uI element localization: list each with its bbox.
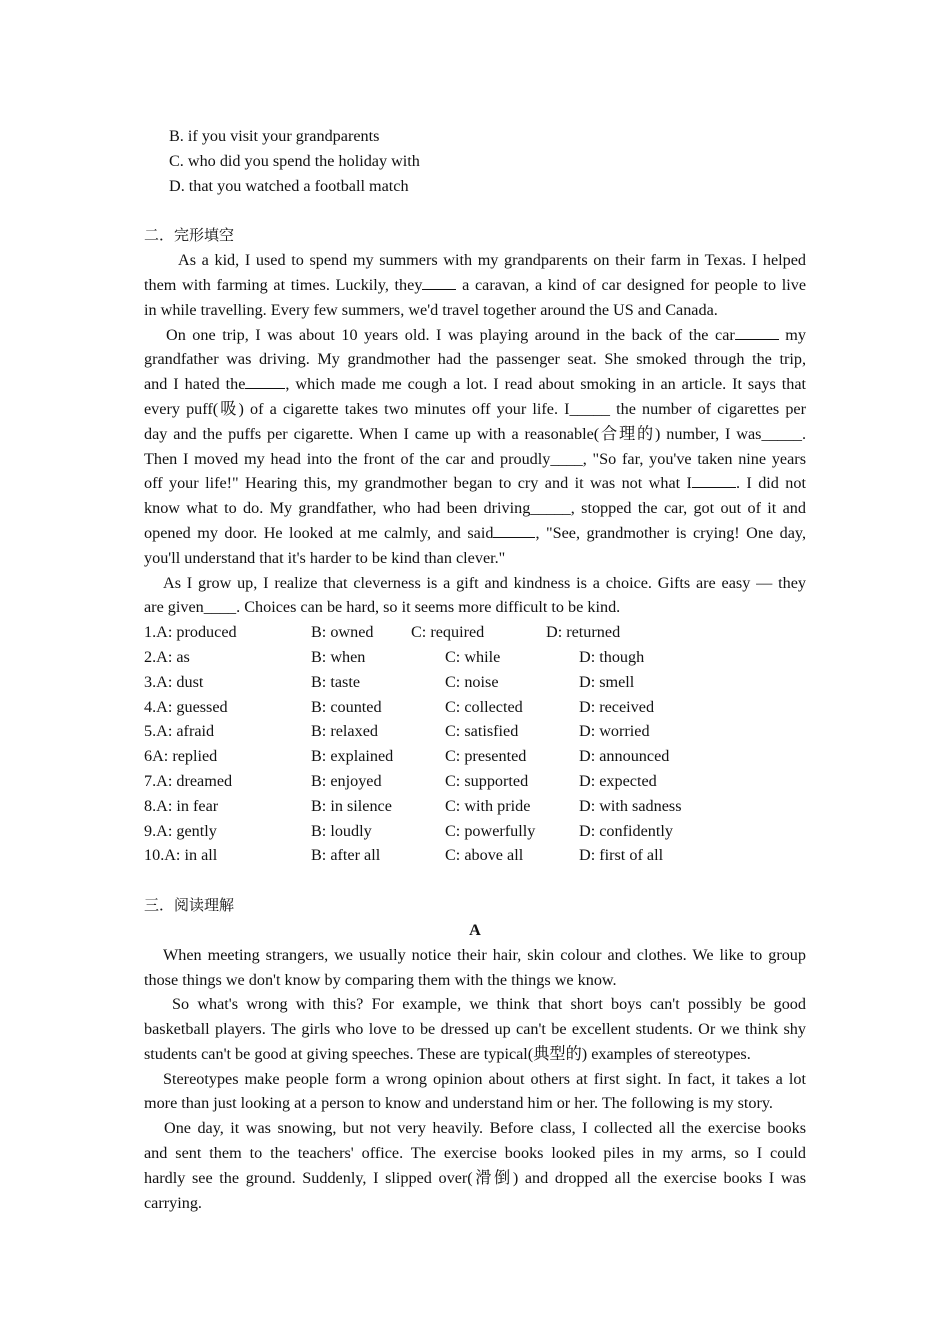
option-d: D. that you watched a football match xyxy=(169,176,409,195)
spacer xyxy=(144,198,806,223)
passage-line: you'll understand that it's harder to be kind than clever." xyxy=(144,548,506,567)
option-b[interactable]: B: relaxed xyxy=(311,722,378,741)
option-b[interactable]: B: after all xyxy=(311,846,381,865)
option-c: C. who did you spend the holiday with xyxy=(169,151,420,170)
passage-line: are given____. Choices can be hard, so it seems more difficult to be kind. xyxy=(144,598,621,617)
option-a[interactable]: 6A: replied xyxy=(144,747,218,766)
option-row-4 xyxy=(144,695,806,720)
option-row-9 xyxy=(144,819,806,844)
answer-blank-9[interactable] xyxy=(493,522,535,538)
option-d[interactable]: D: though xyxy=(579,647,645,666)
option-a[interactable]: 8.A: in fear xyxy=(144,796,219,815)
option-row-5 xyxy=(144,719,806,744)
option-b: B. if you visit your grandparents xyxy=(169,127,380,145)
previous-question-options xyxy=(144,124,806,198)
passage-line: more than just looking at a person to know and understand him or her. The following is my story. xyxy=(144,1094,773,1113)
passage-line: As I grow up, I realize that cleverness is a gift and kindness is a choice. Gifts are easy — they xyxy=(163,573,806,592)
document-page xyxy=(144,124,806,1215)
option-b[interactable]: B: when xyxy=(311,647,366,666)
option-c[interactable]: C: presented xyxy=(445,747,527,766)
option-a[interactable]: 4.A: guessed xyxy=(144,697,228,716)
passage-line: One day, it was snowing, but not very heavily. Before class, I collected all the exercise books xyxy=(164,1119,806,1138)
passage-line: and sent them to the teachers' office. The exercise books looked piles in my arms, so I could xyxy=(144,1144,806,1163)
passage-line: On one trip, I was about 10 years old. I was playing around in the back of the car my xyxy=(166,325,806,344)
answer-blank-1[interactable] xyxy=(422,274,456,290)
option-b[interactable]: B: loudly xyxy=(311,821,372,840)
passage-line: know what to do. My grandfather, who had been driving_____, stopped the car, got out of it and xyxy=(144,499,806,518)
reading-passage xyxy=(144,943,806,1216)
passage-line: opened my door. He looked at me calmly, and said , "See, grandmother is crying! One day, xyxy=(144,523,806,542)
option-d[interactable]: D: worried xyxy=(579,722,650,741)
option-a[interactable]: 7.A: dreamed xyxy=(144,771,233,790)
option-row-1 xyxy=(144,620,806,645)
passage-line: those things we don't know by comparing them with the things we know. xyxy=(144,970,617,989)
option-b[interactable]: B: enjoyed xyxy=(311,771,382,790)
cloze-options xyxy=(144,620,806,868)
cloze-passage xyxy=(144,248,806,620)
option-row-3 xyxy=(144,670,806,695)
passage-line: and I hated the , which made me cough a lot. I read about smoking in an article. It says that xyxy=(144,375,807,394)
passage-line: When meeting strangers, we usually notice their hair, skin colour and clothes. We like to group xyxy=(163,945,806,964)
passage-title: A xyxy=(469,920,481,939)
passage-line: hardly see the ground. Suddenly, I slipped over(滑倒) and dropped all the exercise books I was xyxy=(144,1168,806,1187)
section-heading-reading: 三．阅读理解 xyxy=(144,896,235,915)
option-c[interactable]: C: while xyxy=(445,647,501,666)
option-a[interactable]: 10.A: in all xyxy=(144,846,218,865)
option-c[interactable]: C: noise xyxy=(445,672,499,691)
option-a[interactable]: 9.A: gently xyxy=(144,821,217,840)
option-d[interactable]: D: returned xyxy=(546,623,621,642)
spacer xyxy=(144,868,806,893)
option-a[interactable]: 3.A: dust xyxy=(144,672,204,691)
option-d[interactable]: D: received xyxy=(579,697,655,716)
passage-line: As a kid, I used to spend my summers with my grandparents on their farm in Texas. I helped xyxy=(178,251,806,270)
option-b[interactable]: B: owned xyxy=(311,623,374,642)
option-c[interactable]: C: with pride xyxy=(445,796,531,815)
option-c[interactable]: C: satisfied xyxy=(445,722,519,741)
option-row-8 xyxy=(144,794,806,819)
passage-line: So what's wrong with this? For example, we think that short boys can't possibly be good xyxy=(172,995,806,1014)
passage-line: grandfather was driving. My grandmother had the passenger seat. She smoked through the trip, xyxy=(144,350,806,369)
passage-line: day and the puffs per cigarette. When I came up with a reasonable(合理的) number, I was_____. xyxy=(144,424,806,443)
passage-line: Stereotypes make people form a wrong opinion about others at first sight. In fact, it takes a lot xyxy=(163,1069,806,1088)
option-a[interactable]: 5.A: afraid xyxy=(144,722,215,741)
option-row-10 xyxy=(144,843,806,868)
option-d[interactable]: D: with sadness xyxy=(579,796,682,815)
option-a[interactable]: 1.A: produced xyxy=(144,623,237,642)
option-d[interactable]: D: expected xyxy=(579,771,657,790)
option-d[interactable]: D: first of all xyxy=(579,846,664,865)
option-c[interactable]: C: collected xyxy=(445,697,523,716)
option-c[interactable]: C: powerfully xyxy=(445,821,536,840)
option-c[interactable]: C: above all xyxy=(445,846,524,865)
passage-line: in while travelling. Every few summers, we'd travel together around the US and Canada. xyxy=(144,300,718,319)
answer-blank-3[interactable] xyxy=(245,373,285,389)
option-a[interactable]: 2.A: as xyxy=(144,647,190,666)
option-d[interactable]: D: smell xyxy=(579,672,635,691)
passage-line: basketball players. The girls who love to be dressed up can't be excellent students. Or we think shy xyxy=(144,1020,806,1039)
option-d[interactable]: D: confidently xyxy=(579,821,673,840)
option-b[interactable]: B: explained xyxy=(311,747,394,766)
passage-line: students can't be good at giving speeches. These are typical(典型的) examples of stereotypes. xyxy=(144,1044,751,1063)
option-b[interactable]: B: counted xyxy=(311,697,382,716)
option-row-2 xyxy=(144,645,806,670)
answer-blank-2[interactable] xyxy=(735,324,779,340)
option-b[interactable]: B: taste xyxy=(311,672,361,691)
passage-line: every puff(吸) of a cigarette takes two minutes off your life. I_____ the number of cigarettes per xyxy=(144,399,806,418)
option-c[interactable]: C: supported xyxy=(445,771,529,790)
option-d[interactable]: D: announced xyxy=(579,747,670,766)
option-row-6 xyxy=(144,744,806,769)
answer-blank-7[interactable] xyxy=(692,472,736,488)
option-b[interactable]: B: in silence xyxy=(311,796,392,815)
section-heading-cloze: 二．完形填空 xyxy=(144,226,235,245)
passage-line: Then I moved my head into the front of the car and proudly____, "So far, you've taken nine years xyxy=(144,449,806,468)
option-row-7 xyxy=(144,769,806,794)
passage-line: carrying. xyxy=(144,1193,202,1212)
option-c[interactable]: C: required xyxy=(411,623,485,642)
passage-line: them with farming at times. Luckily, they a caravan, a kind of car designed for people to live xyxy=(144,275,807,294)
passage-line: off your life!" Hearing this, my grandmother began to cry and it was not what I . I did not xyxy=(144,474,806,493)
